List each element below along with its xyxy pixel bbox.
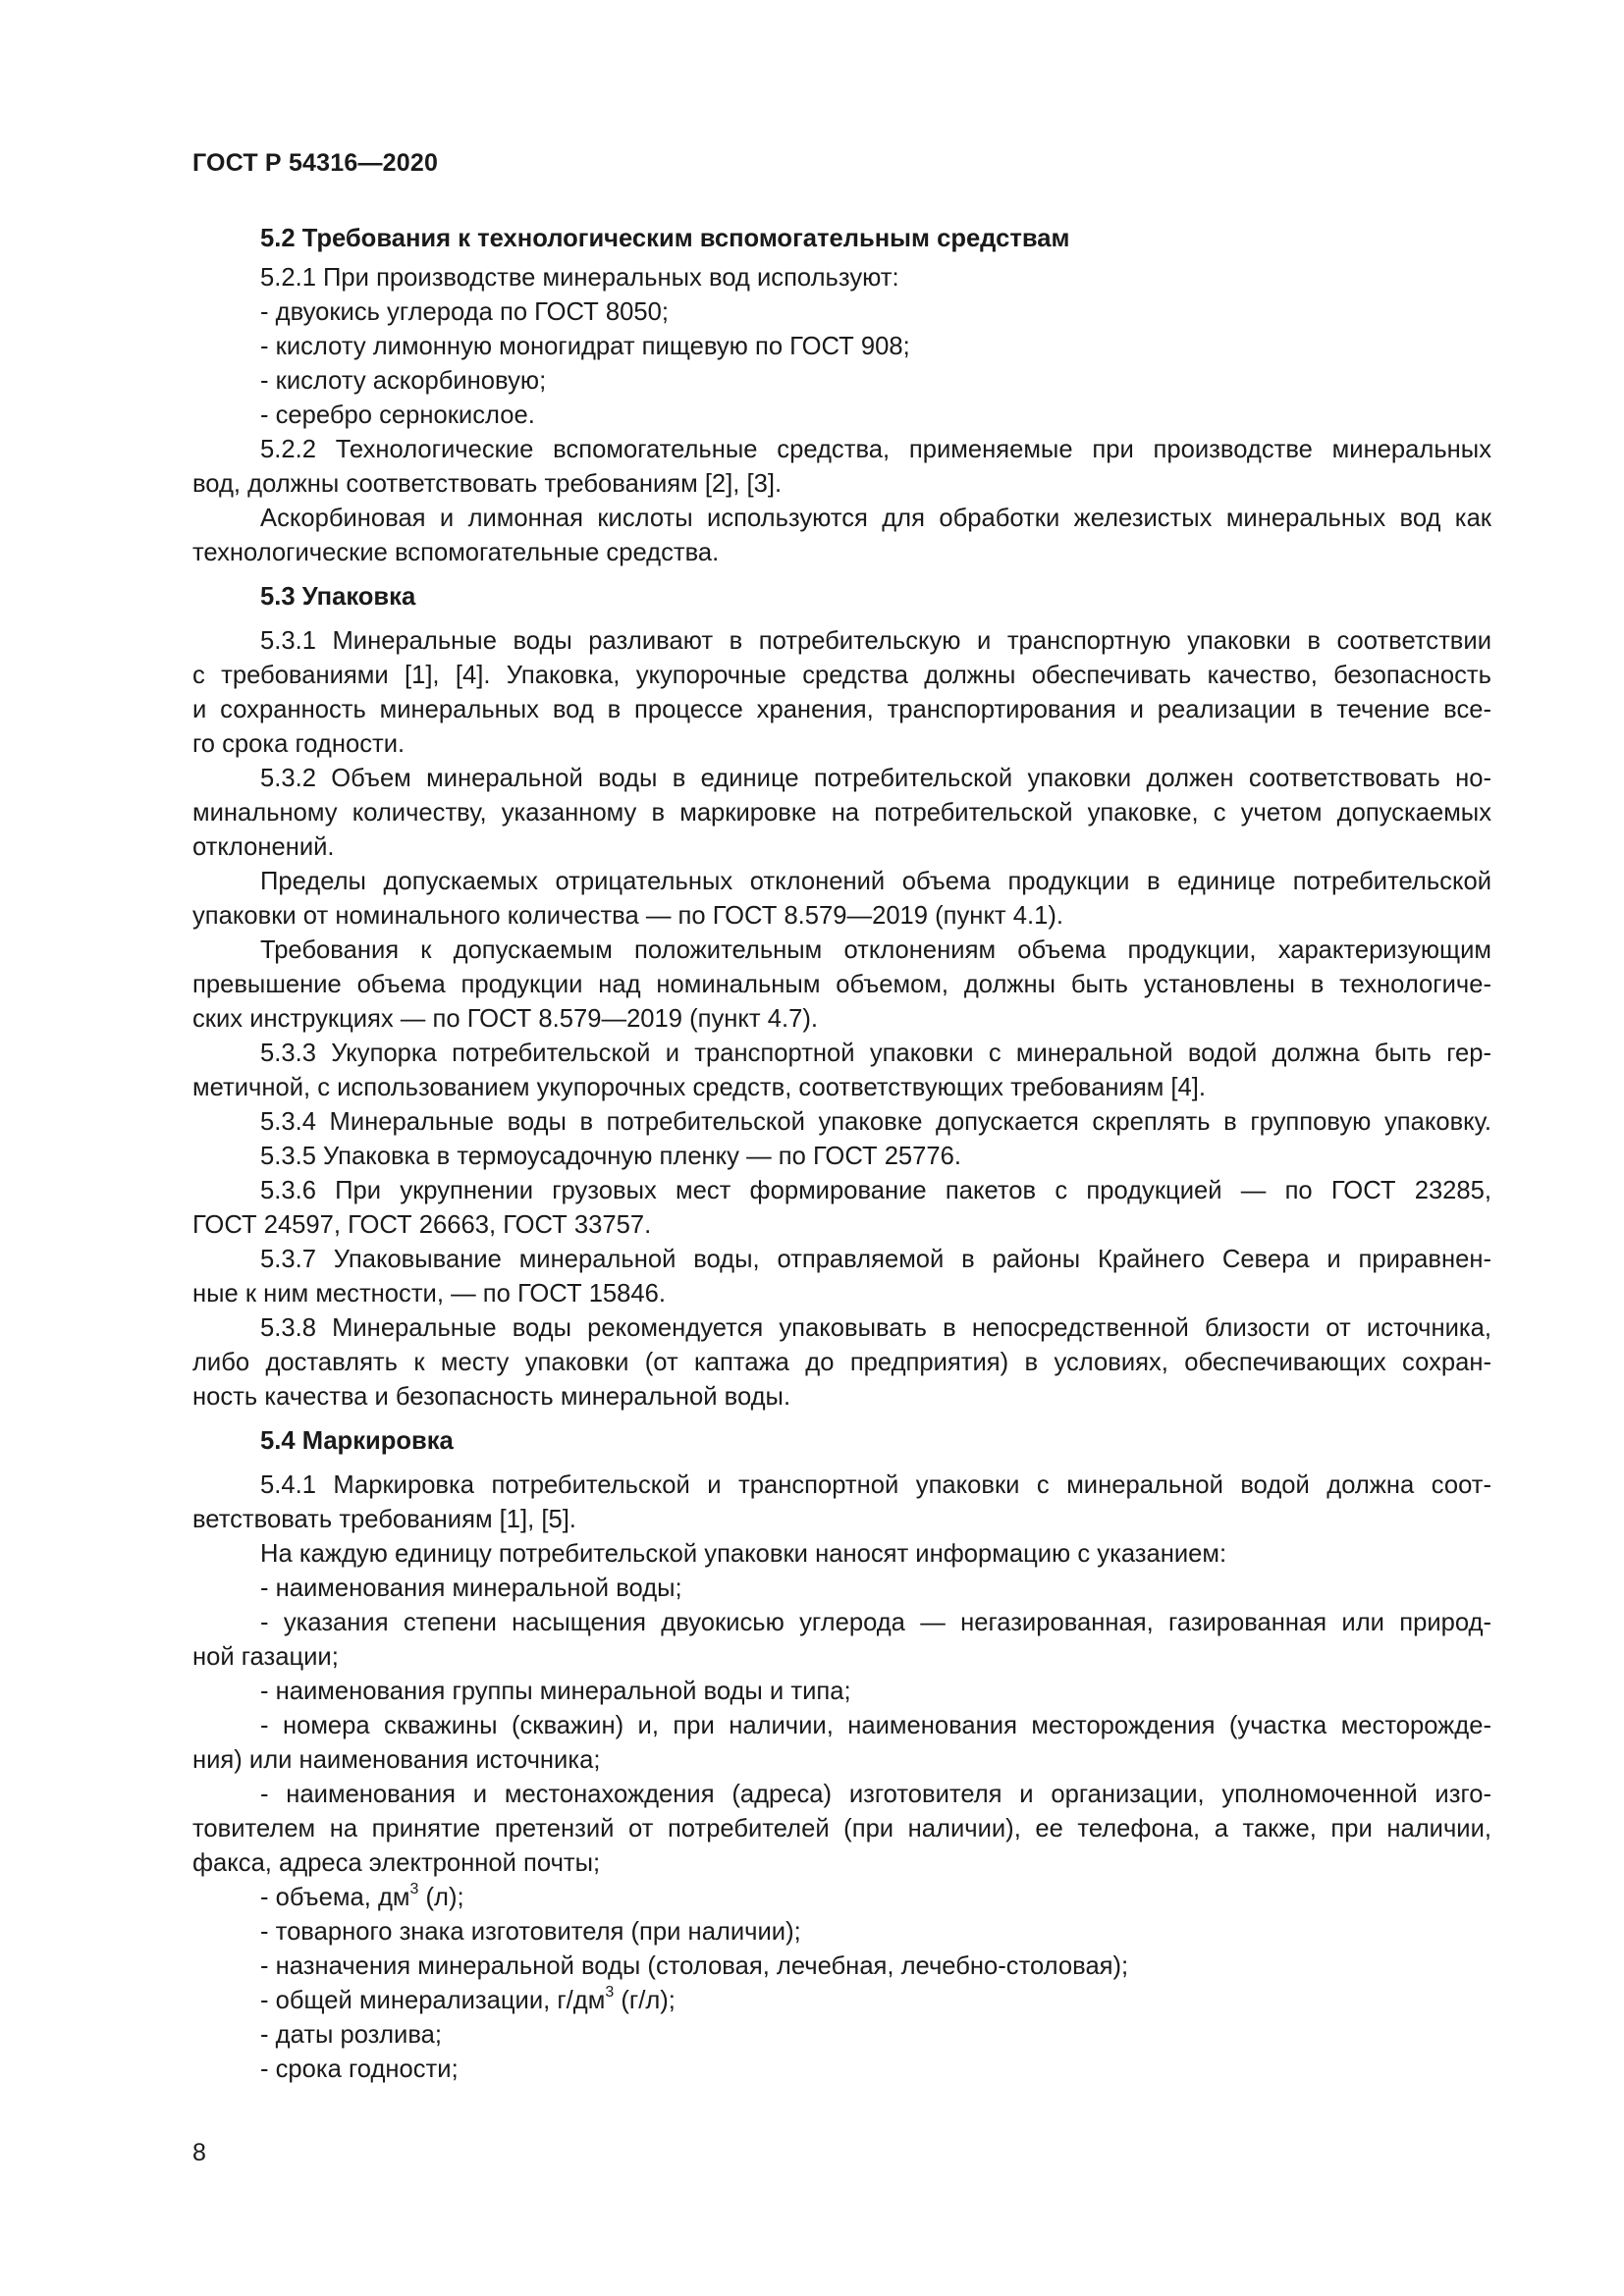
paragraph-line: технологические вспомогательные средства.: [192, 539, 720, 566]
paragraph-line: го срока годности.: [192, 730, 406, 758]
paragraph-line: 5.3.7 Упаковывание минеральной воды, отправляемой в районы Крайнего Севера и приравнен-: [260, 1246, 1491, 1273]
list-item-text: - объема, дм: [260, 1884, 410, 1911]
list-item-line: ной газации;: [192, 1643, 339, 1671]
paragraph-line: 5.3.1 Минеральные воды разливают в потребительскую и транспортную упаковки в соответствии: [260, 627, 1491, 655]
list-item: [192, 1984, 1491, 2018]
paragraph-line: превышение объема продукции над номинальным объемом, должны быть установлены в технологиче-: [192, 971, 1491, 998]
list-item: - кислоту лимонную моногидрат пищевую по ГОСТ 908;: [260, 333, 910, 360]
superscript: 3: [605, 1984, 615, 2002]
list-item: - товарного знака изготовителя (при наличии);: [260, 1918, 801, 1946]
paragraph-line: 5.3.4 Минеральные воды в потребительской упаковке допускается скреплять в групповую упаковку.: [260, 1108, 1491, 1136]
paragraph-line: ских инструкциях — по ГОСТ 8.579—2019 (пункт 4.7).: [192, 1005, 818, 1033]
paragraph-line: На каждую единицу потребительской упаковки наносят информацию с указанием:: [260, 1540, 1227, 1568]
superscript: 3: [409, 1881, 419, 1898]
list-item-line: факса, адреса электронной почты;: [192, 1849, 601, 1877]
list-item: - указания степени насыщения двуокисью углерода — негазированная, газированная или природ-: [260, 1609, 1491, 1636]
paragraph-line: ные к ним местности, — по ГОСТ 15846.: [192, 1280, 666, 1308]
list-item: - наименования и местонахождения (адреса) изготовителя и организации, уполномоченной изго-: [260, 1781, 1491, 1808]
paragraph-line: ность качества и безопасность минеральной воды.: [192, 1383, 791, 1411]
list-item: [192, 1881, 1491, 1915]
document-body: [192, 222, 1491, 2087]
page-number: 8: [192, 2139, 206, 2166]
list-item: - назначения минеральной воды (столовая, лечебная, лечебно-столовая);: [260, 1952, 1129, 1980]
list-item: - кислоту аскорбиновую;: [260, 367, 547, 395]
paragraph-line: ветствовать требованиям [1], [5].: [192, 1506, 576, 1533]
paragraph-line: метичной, с использованием укупорочных средств, соответствующих требованиям [4].: [192, 1074, 1206, 1101]
list-item-text: (г/л);: [614, 1987, 676, 2014]
list-item: - срока годности;: [260, 2056, 459, 2083]
paragraph-line: 5.2.2 Технологические вспомогательные средства, применяемые при производстве минеральных: [260, 436, 1491, 463]
list-item-line: товителем на принятие претензий от потребителей (при наличии), ее телефона, а также, при наличии,: [192, 1815, 1491, 1842]
paragraph: 5.2.1 При производстве минеральных вод используют:: [260, 264, 899, 292]
list-item: - наименования минеральной воды;: [260, 1575, 682, 1602]
paragraph-line: 5.4.1 Маркировка потребительской и транспортной упаковки с минеральной водой должна соот-: [260, 1471, 1491, 1499]
section-heading-5-2: 5.2 Требования к технологическим вспомогательным средствам: [260, 225, 1070, 252]
list-item-line: ния) или наименования источника;: [192, 1746, 601, 1774]
list-item-text: (л);: [418, 1884, 464, 1911]
section-heading-5-3: 5.3 Упаковка: [260, 583, 416, 611]
paragraph-line: минальному количеству, указанному в маркировке на потребительской упаковке, с учетом допускаемых: [192, 799, 1491, 827]
paragraph-line: ГОСТ 24597, ГОСТ 26663, ГОСТ 33757.: [192, 1211, 652, 1239]
list-item: - наименования группы минеральной воды и типа;: [260, 1678, 851, 1705]
list-item-text: - общей минерализации, г/дм: [260, 1987, 606, 2014]
section-heading-5-4: 5.4 Маркировка: [260, 1427, 454, 1455]
document-id: ГОСТ Р 54316—2020: [192, 149, 439, 177]
list-item: - двуокись углерода по ГОСТ 8050;: [260, 298, 669, 326]
paragraph-line: Аскорбиновая и лимонная кислоты используются для обработки железистых минеральных вод как: [260, 505, 1491, 532]
paragraph-line: Пределы допускаемых отрицательных отклонений объема продукции в единице потребительской: [260, 868, 1491, 895]
paragraph-line: упаковки от номинального количества — по ГОСТ 8.579—2019 (пункт 4.1).: [192, 902, 1063, 930]
list-item: - номера скважины (скважин) и, при наличии, наименования месторождения (участка месторожде-: [260, 1712, 1491, 1739]
paragraph-line: вод, должны соответствовать требованиям [2], [3].: [192, 470, 783, 498]
paragraph-line: 5.3.8 Минеральные воды рекомендуется упаковывать в непосредственной близости от источника,: [260, 1314, 1491, 1342]
paragraph-line: и сохранность минеральных вод в процессе хранения, транспортирования и реализации в течение все-: [192, 696, 1491, 723]
paragraph-line: 5.3.5 Упаковка в термоусадочную пленку — по ГОСТ 25776.: [260, 1143, 961, 1170]
paragraph-line: 5.3.3 Укупорка потребительской и транспортной упаковки с минеральной водой должна быть гер-: [260, 1040, 1491, 1067]
list-item: - серебро сернокислое.: [260, 401, 535, 429]
paragraph-line: 5.3.2 Объем минеральной воды в единице потребительской упаковки должен соответствовать но-: [260, 765, 1491, 792]
paragraph-line: с требованиями [1], [4]. Упаковка, укупорочные средства должны обеспечивать качество, безопасность: [192, 662, 1491, 689]
paragraph-line: либо доставлять к месту упаковки (от каптажа до предприятия) в условиях, обеспечивающих сохран-: [192, 1349, 1491, 1376]
paragraph-line: 5.3.6 При укрупнении грузовых мест формирование пакетов с продукцией — по ГОСТ 23285,: [260, 1177, 1491, 1204]
list-item: - даты розлива;: [260, 2021, 442, 2049]
paragraph-line: Требования к допускаемым положительным отклонениям объема продукции, характеризующим: [260, 936, 1491, 964]
paragraph-line: отклонений.: [192, 833, 335, 861]
